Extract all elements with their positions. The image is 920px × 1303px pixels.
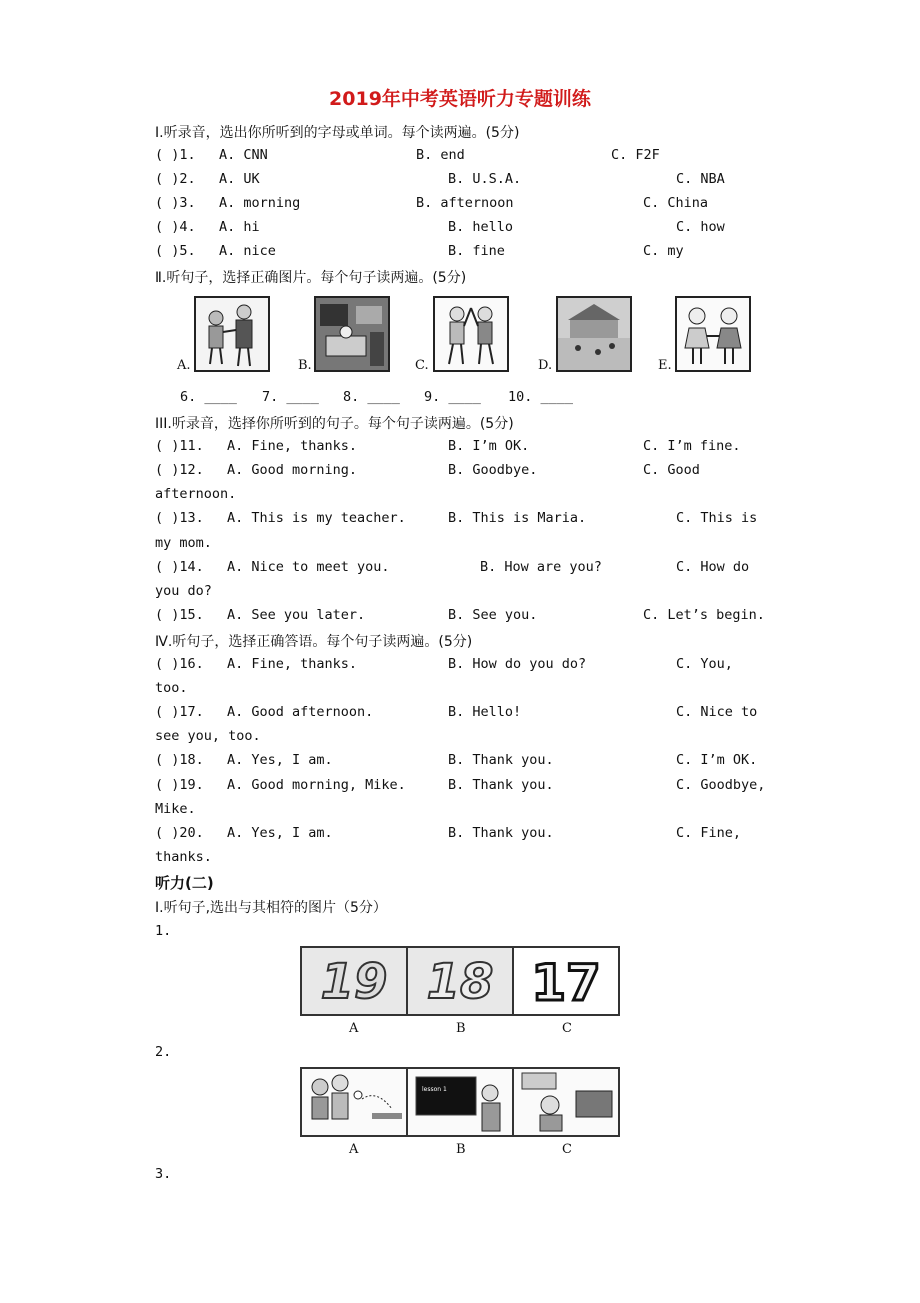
option-c-wrap: see you, too. — [155, 728, 261, 744]
option-b: B. This is Maria. — [448, 510, 587, 526]
picture-b — [408, 948, 514, 1014]
option-c-wrap: thanks. — [155, 849, 212, 865]
picture-label: C — [562, 1142, 572, 1157]
option-b: B. end — [416, 147, 465, 163]
section3-heading: III.听录音，选择你所听到的句子。每个句子读两遍。(5分) — [155, 416, 514, 432]
picture-a — [194, 296, 270, 372]
option-c: C. This is — [676, 510, 758, 526]
picture-c — [433, 296, 509, 372]
option-a: A. nice — [219, 243, 276, 259]
option-a: A. morning — [219, 195, 301, 211]
question-number: ( )16. — [155, 656, 204, 672]
option-b: B. Thank you. — [448, 777, 554, 793]
option-b: B. See you. — [448, 607, 538, 623]
picture-a — [302, 1069, 408, 1135]
question-number: 3. — [155, 1166, 172, 1182]
digit-text: 17 — [531, 954, 601, 1012]
option-c: C. my — [643, 243, 684, 259]
girls-handshake-illustration — [677, 298, 749, 370]
answer-blank: 10. ____ — [508, 389, 574, 405]
picture-label: B — [456, 1142, 466, 1157]
question-number: ( )1. — [155, 147, 196, 163]
option-b: B. How are you? — [480, 559, 602, 575]
question-number: ( )20. — [155, 825, 204, 841]
option-a: A. See you later. — [227, 607, 366, 623]
option-c: C. F2F — [611, 147, 660, 163]
section4-heading: Ⅳ.听句子，选择正确答语。每个句子读两遍。(5分) — [155, 634, 473, 650]
board-text: lesson 1 — [422, 1086, 447, 1093]
option-b: B. How do you do? — [448, 656, 587, 672]
office-scene-illustration — [316, 298, 388, 370]
question-number: ( )5. — [155, 243, 196, 259]
option-c: C. Goodbye, — [676, 777, 766, 793]
option-c-wrap: you do? — [155, 583, 212, 599]
square-building-illustration — [558, 298, 630, 370]
number-17-illustration — [514, 948, 618, 1014]
option-a: A. Fine, thanks. — [227, 656, 358, 672]
number-18-illustration — [408, 948, 512, 1014]
option-b: B. Thank you. — [448, 752, 554, 768]
question-number: 2. — [155, 1044, 172, 1060]
picture-b — [408, 1069, 514, 1135]
picture-label: C — [562, 1021, 572, 1036]
option-a: A. CNN — [219, 147, 268, 163]
option-c-wrap: my mom. — [155, 535, 212, 551]
picture-label: B. — [298, 358, 312, 373]
question-number: ( )14. — [155, 559, 204, 575]
question-number: 1. — [155, 923, 172, 939]
two-kids-illustration — [435, 298, 507, 370]
watching-tv-illustration — [514, 1069, 618, 1135]
option-a: A. This is my teacher. — [227, 510, 406, 526]
option-a: A. Good morning, Mike. — [227, 777, 406, 793]
scene-pictures-strip — [300, 1067, 620, 1137]
section2-heading: Ⅱ.听句子，选择正确图片。每个句子读两遍。(5分) — [155, 270, 467, 286]
digit-text: 18 — [426, 954, 494, 1010]
option-c: C. I’m fine. — [643, 438, 741, 454]
picture-a — [302, 948, 408, 1014]
number-pictures-strip — [300, 946, 620, 1016]
question-number: ( )11. — [155, 438, 204, 454]
picture-label: E. — [658, 358, 672, 373]
picture-label: A — [349, 1021, 359, 1036]
question-number: ( )12. — [155, 462, 204, 478]
option-c: C. I’m OK. — [676, 752, 758, 768]
question-number: ( )19. — [155, 777, 204, 793]
picture-e — [675, 296, 751, 372]
part2-heading: 听力(二) — [155, 874, 214, 892]
option-a: A. Good morning. — [227, 462, 358, 478]
question-number: ( )15. — [155, 607, 204, 623]
option-a: A. Fine, thanks. — [227, 438, 358, 454]
option-c: C. how — [676, 219, 725, 235]
option-c: C. Let’s begin. — [643, 607, 765, 623]
option-b: B. U.S.A. — [448, 171, 522, 187]
number-19-illustration — [302, 948, 406, 1014]
question-number: ( )13. — [155, 510, 204, 526]
digit-text: 19 — [320, 954, 388, 1010]
option-b: B. Thank you. — [448, 825, 554, 841]
picture-c — [514, 1069, 618, 1135]
option-c: C. Nice to — [676, 704, 758, 720]
picture-label: D. — [538, 358, 553, 373]
blackboard-lesson-illustration — [408, 1069, 512, 1135]
picture-label: A. — [177, 358, 191, 373]
kids-playing-illustration — [302, 1069, 406, 1135]
page-title: 2019年中考英语听力专题训练 — [329, 88, 591, 110]
picture-label: B — [456, 1021, 466, 1036]
option-a: A. UK — [219, 171, 260, 187]
option-c: C. China — [643, 195, 709, 211]
option-c: C. NBA — [676, 171, 725, 187]
option-a: A. Yes, I am. — [227, 752, 333, 768]
option-c-wrap: Mike. — [155, 801, 196, 817]
answer-blank: 8. ____ — [343, 389, 400, 405]
question-number: ( )18. — [155, 752, 204, 768]
option-a: A. hi — [219, 219, 260, 235]
greeting-people-illustration — [196, 298, 268, 370]
option-c: C. Good — [643, 462, 700, 478]
picture-d — [556, 296, 632, 372]
question-number: ( )17. — [155, 704, 204, 720]
picture-label: A — [349, 1142, 359, 1157]
question-number: ( )2. — [155, 171, 196, 187]
section1-heading: Ⅰ.听录音，选出你所听到的字母或单词。每个读两遍。(5分) — [155, 125, 520, 141]
option-b: B. Hello! — [448, 704, 522, 720]
option-c-wrap: afternoon. — [155, 486, 237, 502]
picture-c — [514, 948, 618, 1014]
option-b: B. fine — [448, 243, 505, 259]
picture-b — [314, 296, 390, 372]
option-a: A. Good afternoon. — [227, 704, 374, 720]
part2-subheading: Ⅰ.听句子,选出与其相符的图片（5分） — [155, 900, 387, 916]
option-b: B. hello — [448, 219, 514, 235]
option-b: B. Goodbye. — [448, 462, 538, 478]
option-a: A. Nice to meet you. — [227, 559, 390, 575]
option-b: B. I’m OK. — [448, 438, 530, 454]
option-c-wrap: too. — [155, 680, 188, 696]
question-number: ( )3. — [155, 195, 196, 211]
option-b: B. afternoon — [416, 195, 514, 211]
option-c: C. Fine, — [676, 825, 742, 841]
answer-blank: 7. ____ — [262, 389, 319, 405]
picture-label: C. — [415, 358, 429, 373]
option-a: A. Yes, I am. — [227, 825, 333, 841]
answer-blank: 9. ____ — [424, 389, 481, 405]
option-c: C. You, — [676, 656, 733, 672]
answer-blank: 6. ____ — [180, 389, 237, 405]
option-c: C. How do — [676, 559, 750, 575]
question-number: ( )4. — [155, 219, 196, 235]
